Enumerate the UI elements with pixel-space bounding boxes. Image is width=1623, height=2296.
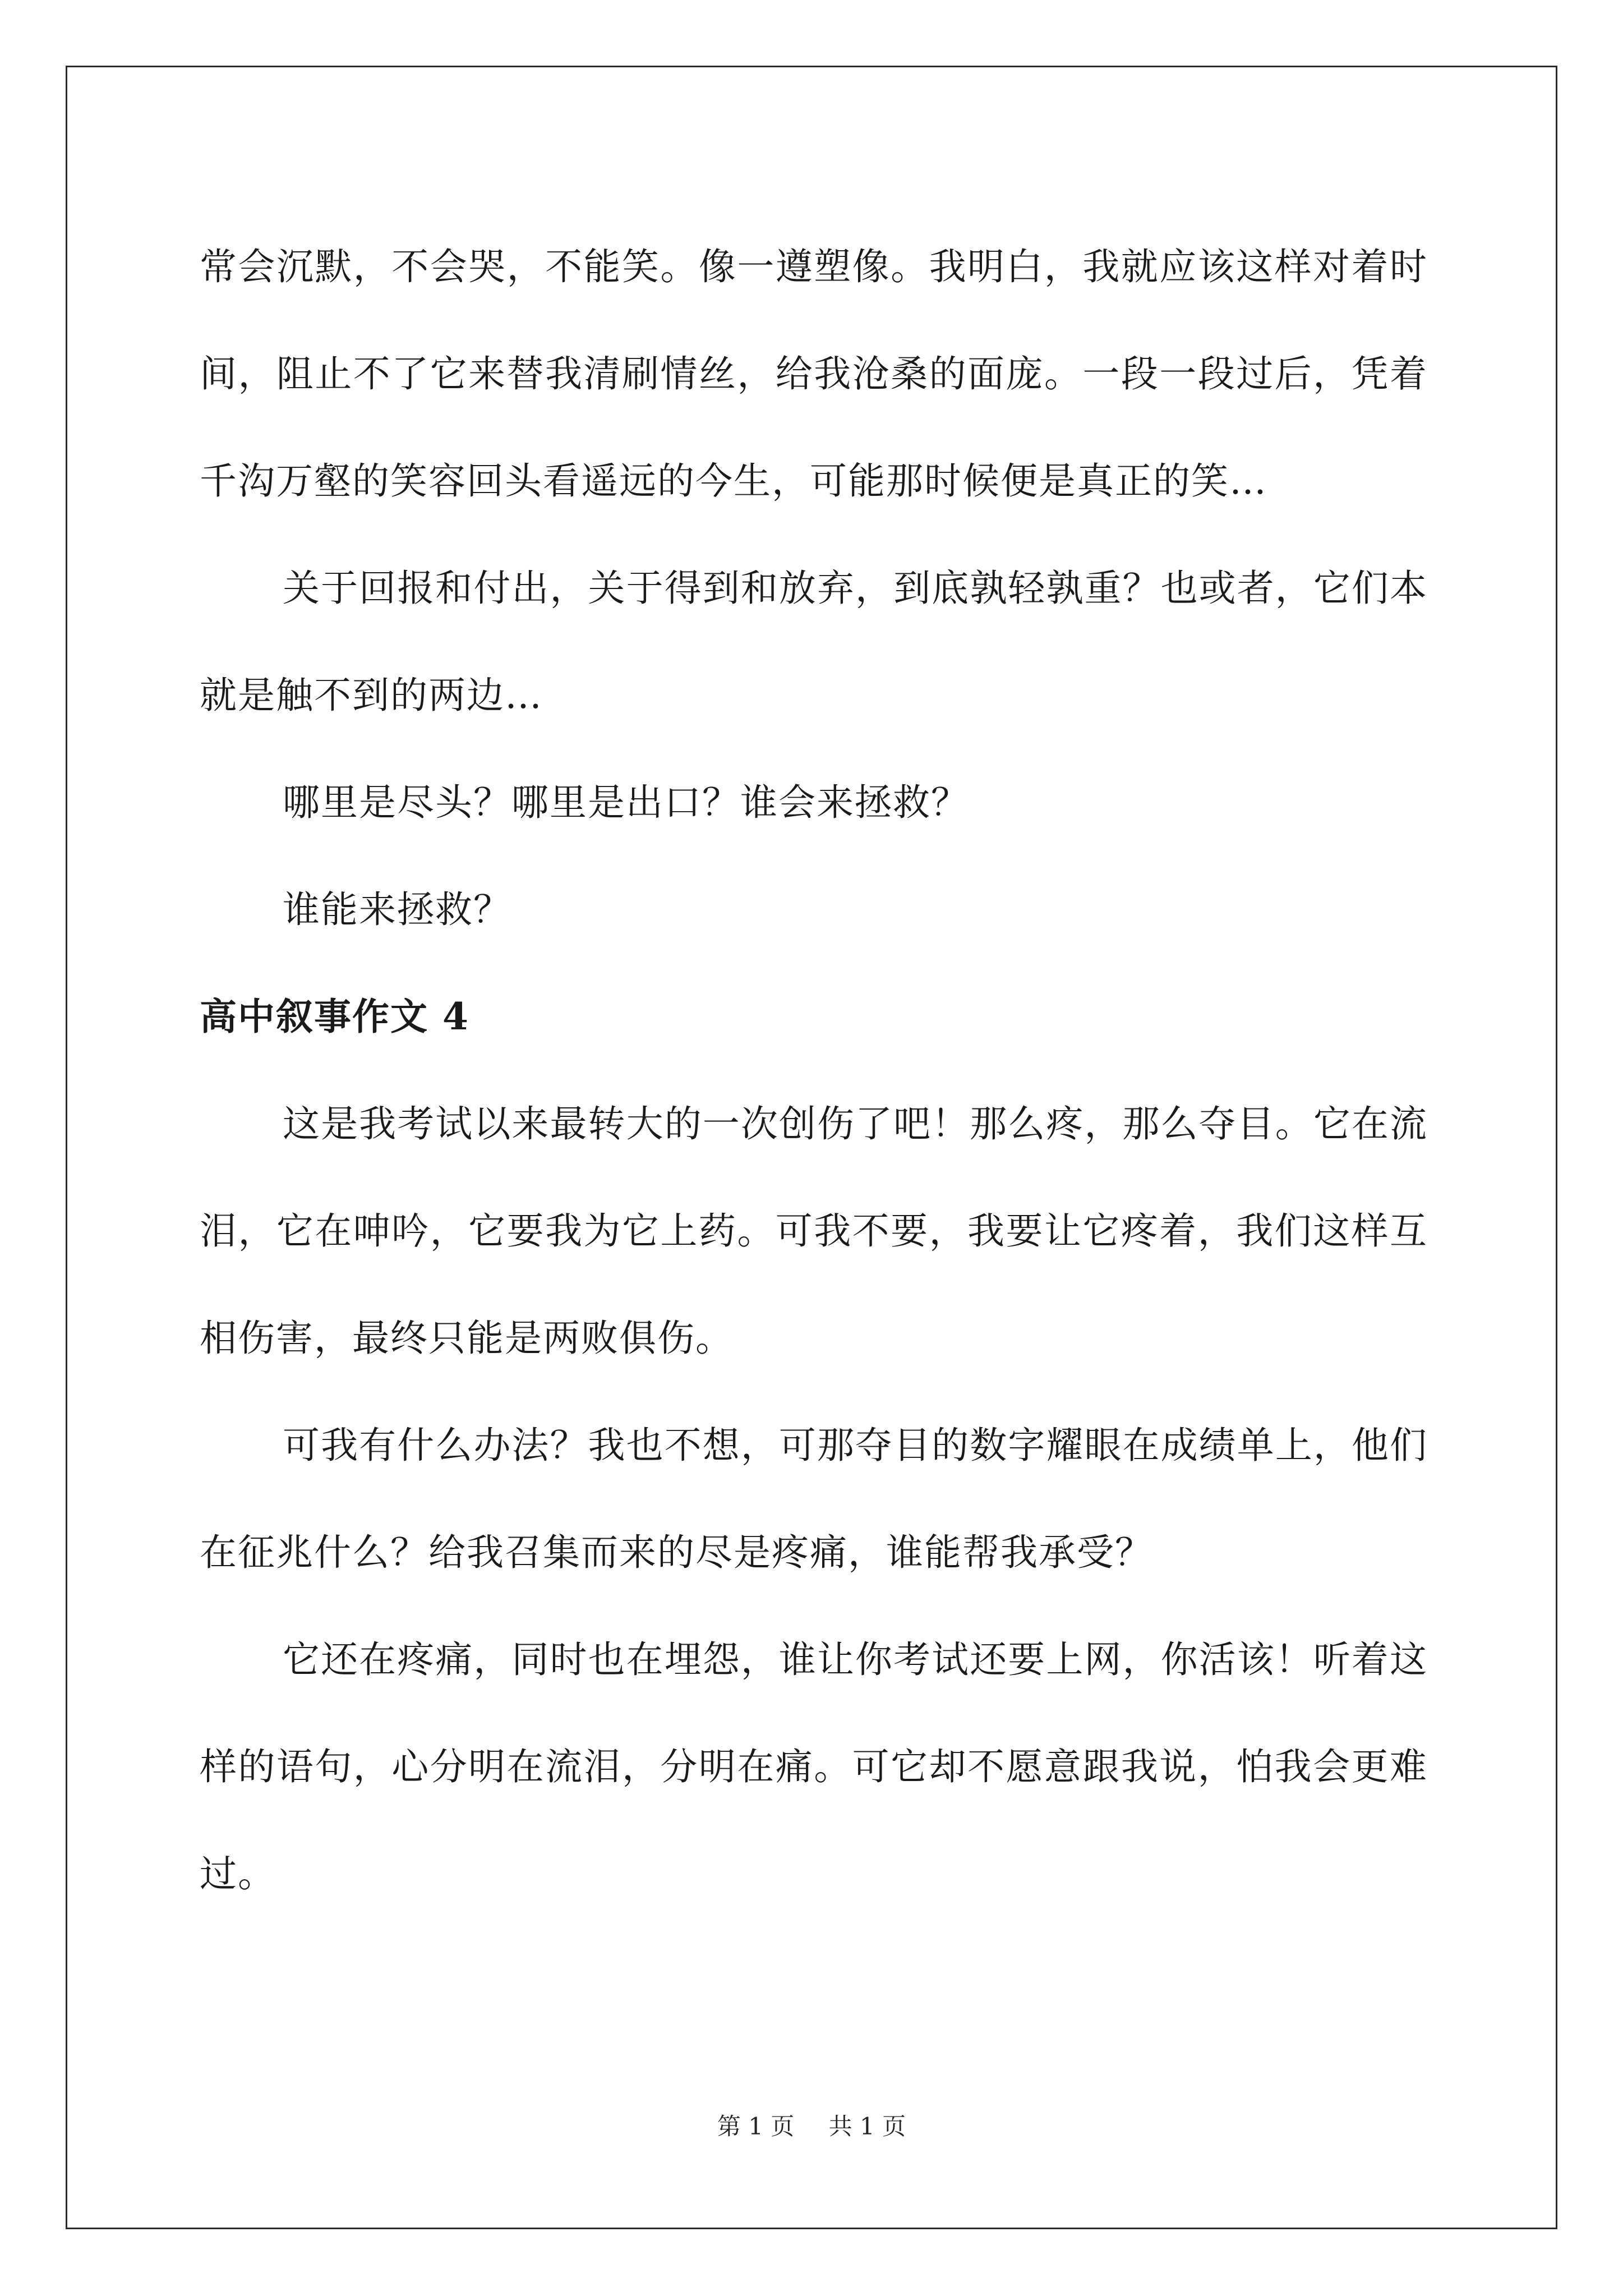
document-body — [200, 213, 1428, 1927]
paragraph: 它还在疼痛，同时也在埋怨，谁让你考试还要上网，你活该！听着这样的语句，心分明在流泪，分明在痛。可它却不愿意跟我说，怕我会更难过。 — [200, 1638, 1428, 1895]
page-footer — [0, 2108, 1623, 2142]
page-total: 共 1 页 — [828, 2113, 906, 2140]
paragraph: 可我有什么办法？我也不想，可那夺目的数字耀眼在成绩单上，他们在征兆什么？给我召集而来的尽是疼痛，谁能帮我承受？ — [200, 1424, 1428, 1574]
paragraph: 哪里是尽头？哪里是出口？谁会来拯救？ — [283, 781, 969, 824]
paragraph: 常会沉默，不会哭，不能笑。像一遵塑像。我明白，我就应该这样对着时间，阻止不了它来替我清刷情丝，给我沧桑的面庞。一段一段过后，凭着千沟万壑的笑容回头看遥远的今生，可能那时候便是真正的笑… — [200, 245, 1428, 503]
paragraph: 关于回报和付出，关于得到和放弃，到底孰轻孰重？也或者，它们本就是触不到的两边… — [200, 567, 1428, 717]
page-number: 第 1 页 — [717, 2113, 795, 2140]
section-heading: 高中叙事作文 4 — [200, 995, 469, 1038]
paragraph: 这是我考试以来最转大的一次创伤了吧！那么疼，那么夺目。它在流泪，它在呻吟，它要我为它上药。可我不要，我要让它疼着，我们这样互相伤害，最终只能是两败俱伤。 — [200, 1102, 1428, 1360]
paragraph: 谁能来拯救？ — [283, 888, 511, 931]
